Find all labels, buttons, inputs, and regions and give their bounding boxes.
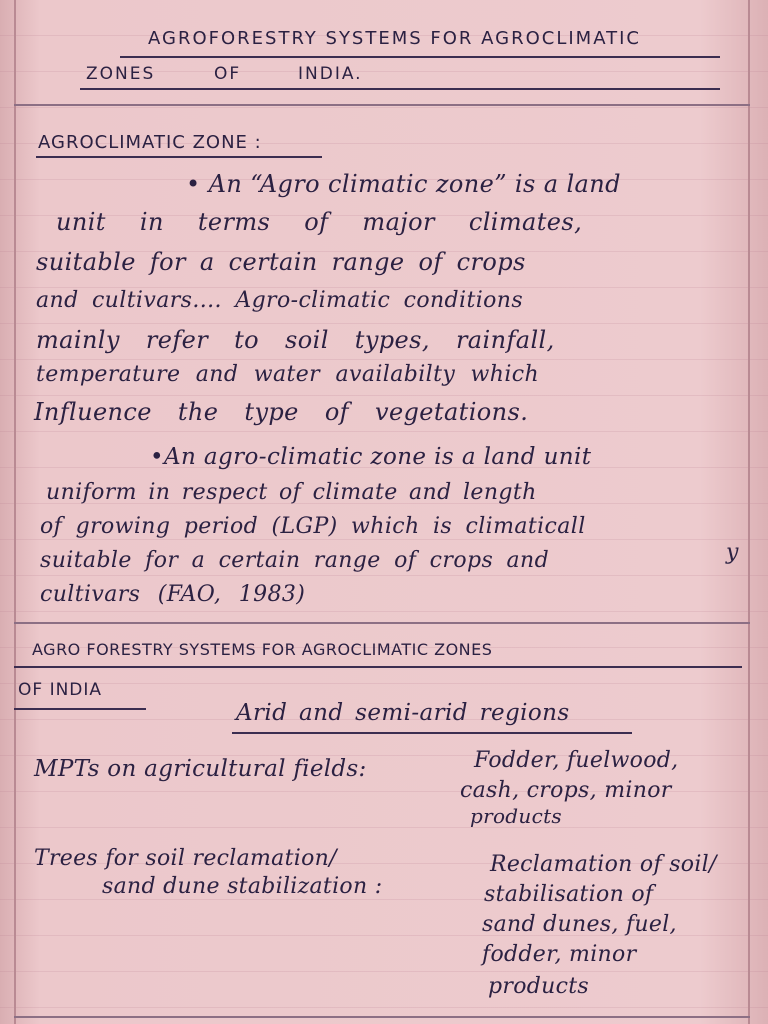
para1-line: temperature and water availabilty which <box>36 362 540 387</box>
system-benefit-line: stabilisation of <box>484 882 654 907</box>
section-divider-middle <box>14 622 750 624</box>
system-benefit-line: sand dunes, fuel, <box>482 912 677 937</box>
para2-line: suitable for a certain range of crops and <box>40 548 550 573</box>
para2-line: •An agro-climatic zone is a land unit <box>150 444 592 470</box>
para1-line: • An “Agro climatic zone” is a land <box>186 170 621 198</box>
section2-heading-underline-2 <box>14 708 146 710</box>
para2-line-tail: y <box>726 540 739 565</box>
page-title-line2-india: INDIA. <box>298 64 363 84</box>
para1-line: Influence the type of vegetations. <box>34 398 529 426</box>
para1-line: mainly refer to soil types, rainfall, <box>36 326 555 354</box>
page-title-line2-zones: ZONES <box>86 64 156 84</box>
system-name: sand dune stabilization : <box>102 874 383 899</box>
section2-heading-line2: OF INDIA <box>18 680 103 700</box>
system-benefit-line: Reclamation of soil/ <box>490 852 717 877</box>
system-benefit-line: Fodder, fuelwood, <box>474 748 679 773</box>
system-benefit-line: products <box>470 804 562 828</box>
system-name: Trees for soil reclamation/ <box>34 846 337 871</box>
section-divider-top <box>14 104 750 106</box>
para1-line: and cultivars.... Agro-climatic conditions <box>36 288 524 313</box>
section2-heading-underline-1 <box>14 666 742 668</box>
system-name: MPTs on agricultural fields: <box>34 756 367 782</box>
para2-line: cultivars (FAO, 1983) <box>40 582 306 607</box>
section2-heading-line1: AGRO FORESTRY SYSTEMS FOR AGROCLIMATIC ZONES <box>32 640 493 659</box>
page-title-line1: AGROFORESTRY SYSTEMS FOR AGROCLIMATIC <box>148 28 642 49</box>
para2-line: of growing period (LGP) which is climaticall <box>40 514 586 539</box>
para1-line: unit in terms of major climates, <box>56 208 583 236</box>
subheading-arid-regions: Arid and semi-arid regions <box>236 700 570 726</box>
system-benefit-line: cash, crops, minor <box>460 778 672 803</box>
page-bottom-edge <box>14 1016 750 1018</box>
title-underline-2 <box>80 88 720 90</box>
right-margin-line <box>748 0 750 1024</box>
system-benefit-line: fodder, minor <box>482 942 637 967</box>
system-benefit-line: products <box>488 974 589 999</box>
page-title-line2-of: OF <box>214 64 242 84</box>
para1-line: suitable for a certain range of crops <box>36 248 526 276</box>
left-margin-line <box>14 0 16 1024</box>
section-heading-underline <box>36 156 322 158</box>
para2-line: uniform in respect of climate and length <box>46 480 537 505</box>
subheading-underline <box>232 732 632 734</box>
section-heading-agroclimatic-zone: AGROCLIMATIC ZONE : <box>38 132 262 153</box>
title-underline-1 <box>120 56 720 58</box>
